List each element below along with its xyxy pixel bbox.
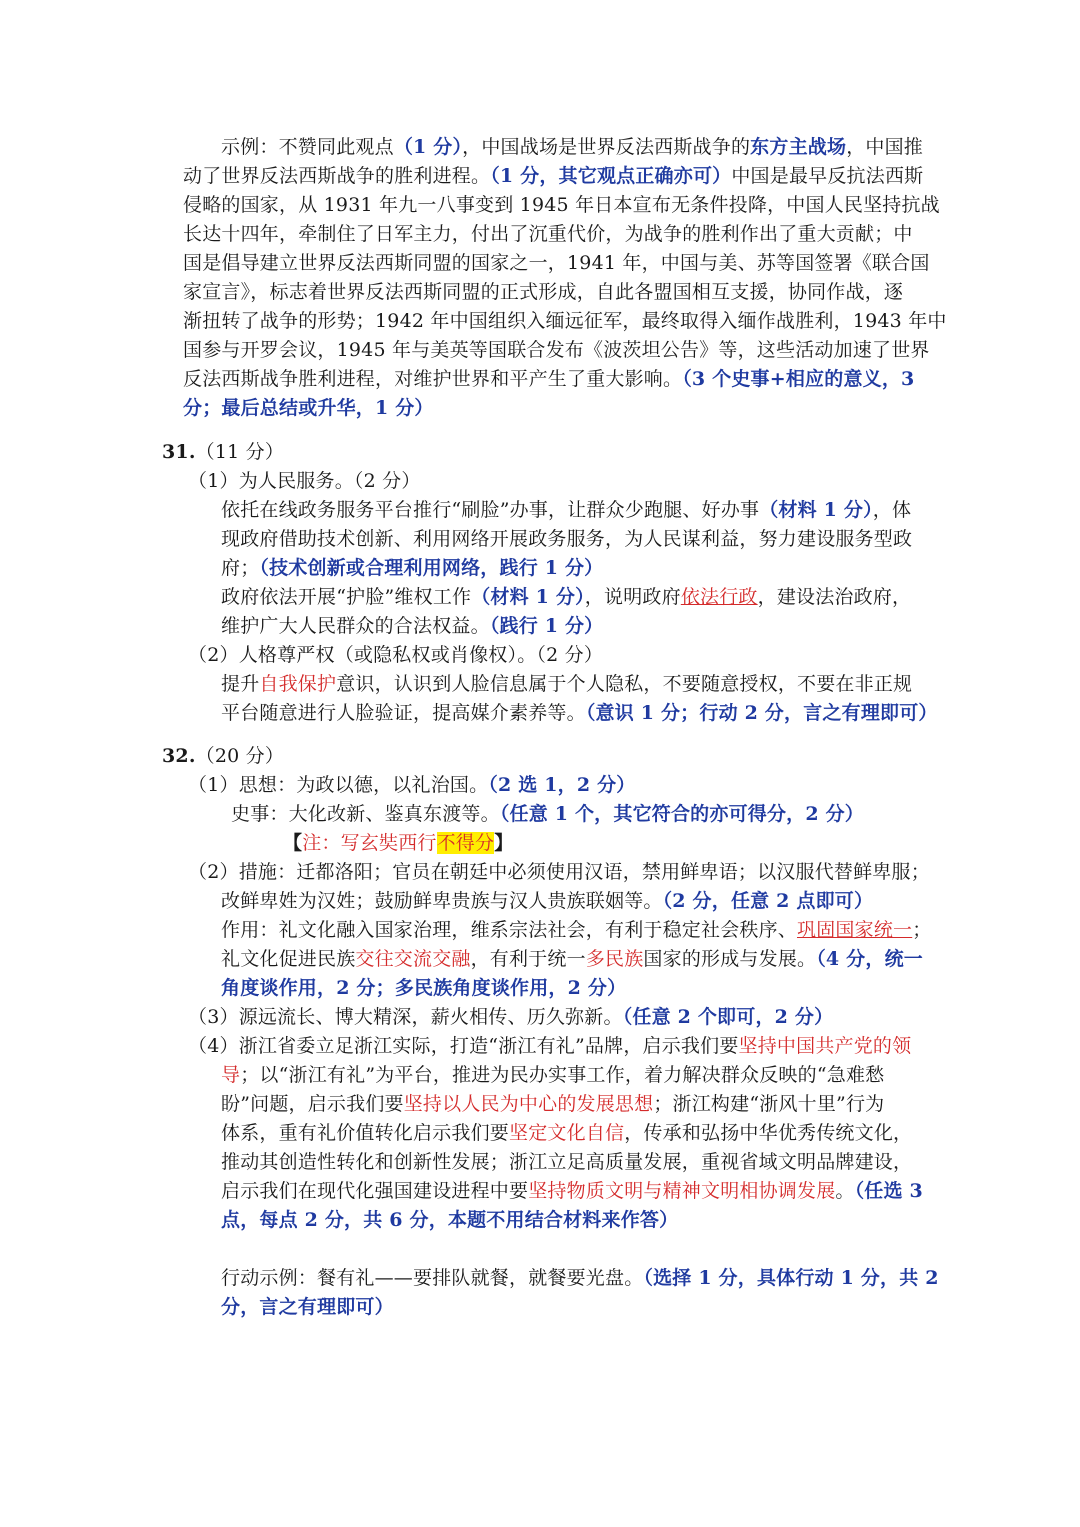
question-number: 31.（11 分） [162, 441, 285, 463]
keyword-highlight: 依法行政 [680, 586, 758, 608]
text-line: 政府依法开展“护脸”维权工作（材料 1 分），说明政府依法行政，建设法治政府， [221, 586, 912, 608]
keyword-highlight: 自我保护 [259, 673, 337, 695]
text-line: 改鲜卑姓为汉姓；鼓励鲜卑贵族与汉人贵族联姻等。（2 分，任意 2 点即可） [221, 890, 874, 912]
text-line: 导；以“浙江有礼”为平台，推进为民办实事工作，着力解决群众反映的“急难愁 [221, 1064, 885, 1086]
text-line: 国是倡导建立世界反法西斯同盟的国家之一，1941 年，中国与美、苏等国签署《联合国 [183, 252, 930, 274]
keyword-highlight: 巩固国家统一 [797, 919, 913, 941]
text-line: 示例：不赞同此观点（1 分），中国战场是世界反法西斯战争的东方主战场，中国推 [221, 136, 923, 158]
text-line: 分；最后总结或升华，1 分） [183, 397, 434, 419]
text-line: 渐扭转了战争的形势；1942 年中国组织入缅远征军，最终取得入缅作战胜利，1943 年中 [183, 310, 947, 332]
text-line: 体系，重有礼价值转化启示我们要坚定文化自信，传承和弘扬中华优秀传统文化， [221, 1122, 913, 1144]
grading-note: 【注：写玄奘西行不得分】 [283, 832, 514, 854]
sub-question-2: （2）人格尊严权（或隐私权或肖像权）。（2 分） [188, 644, 604, 666]
text-line: 现政府借助技术创新、利用网络开展政务服务，为人民谋利益，努力建设服务型政 [221, 528, 913, 550]
sub-question-2: （2）措施：迁都洛阳；官员在朝廷中必须使用汉语，禁用鲜卑语；以汉服代替鲜卑服； [188, 861, 930, 883]
keyword-highlight: 坚持以人民为中心的发展思想 [403, 1093, 654, 1115]
sub-question-3: （3）源远流长、博大精深，薪火相传、历久弥新。（任意 2 个即可，2 分） [188, 1006, 834, 1028]
text-line: 动了世界反法西斯战争的胜利进程。（1 分，其它观点正确亦可）中国是最早反抗法西斯 [183, 165, 924, 187]
text-line: 盼”问题，启示我们要坚持以人民为中心的发展思想；浙江构建“浙风十里”行为 [221, 1093, 885, 1115]
highlighted-text: 不得分 [436, 832, 495, 854]
text-line: 国参与开罗会议，1945 年与美英等国联合发布《波茨坦公告》等，这些活动加速了世界 [183, 339, 930, 361]
text-line: 长达十四年，牵制住了日军主力，付出了沉重代价，为战争的胜利作出了重大贡献；中 [183, 223, 913, 245]
sub-question-4: （4）浙江省委立足浙江实际，打造“浙江有礼”品牌，启示我们要坚持中国共产党的领 [188, 1035, 912, 1057]
text-line: 角度谈作用，2 分；多民族角度谈作用，2 分） [221, 977, 627, 999]
text-line: 礼文化促进民族交往交流交融，有利于统一多民族国家的形成与发展。（4 分，统一 [221, 948, 923, 970]
text-line: 分，言之有理即可） [221, 1296, 394, 1318]
keyword-highlight: 坚持中国共产党的领 [738, 1035, 912, 1057]
question-number: 32.（20 分） [162, 745, 285, 767]
text-line: 史事：大化改新、鉴真东渡等。（任意 1 个，其它符合的亦可得分，2 分） [231, 803, 864, 825]
text-line: 提升自我保护意识，认识到人脸信息属于个人隐私，不要随意授权，不要在非正规 [221, 673, 913, 695]
text-line: 点，每点 2 分，共 6 分，本题不用结合材料来作答） [221, 1209, 679, 1231]
keyword-highlight: 多民族 [585, 948, 644, 970]
text-line: 作用：礼文化融入国家治理，维系宗法社会，有利于稳定社会秩序、巩固国家统一； [221, 919, 932, 941]
keyword-highlight: 坚持物质文明与精神文明相协调发展 [528, 1180, 836, 1202]
text-line: 推动其创造性转化和创新性发展；浙江立足高质量发展，重视省域文明品牌建设， [221, 1151, 913, 1173]
text-line: 侵略的国家，从 1931 年九一八事变到 1945 年日本宣布无条件投降，中国人民坚持抗战 [183, 194, 940, 216]
text-line: 反法西斯战争胜利进程，对维护世界和平产生了重大影响。（3 个史事+相应的意义，3 [183, 368, 915, 390]
action-example: 行动示例：餐有礼——要排队就餐，就餐要光盘。（选择 1 分，具体行动 1 分，共 2 [221, 1267, 939, 1289]
keyword-highlight: 交往交流交融 [355, 948, 471, 970]
sub-question-1: （1）为人民服务。（2 分） [188, 470, 421, 492]
text-line: 家宣言》，标志着世界反法西斯同盟的正式形成，自此各盟国相互支援，协同作战，逐 [183, 281, 904, 303]
text-line: 平台随意进行人脸验证，提高媒介素养等。（意识 1 分；行动 2 分，言之有理即可） [221, 702, 938, 724]
text-line: 启示我们在现代化强国建设进程中要坚持物质文明与精神文明相协调发展。（任选 3 [221, 1180, 923, 1202]
text-line: 维护广大人民群众的合法权益。（践行 1 分） [221, 615, 604, 637]
sub-question-1: （1）思想：为政以德，以礼治国。（2 选 1，2 分） [188, 774, 636, 796]
text-line: 依托在线政务服务平台推行“刷脸”办事，让群众少跑腿、好办事（材料 1 分），体 [221, 499, 912, 521]
keyword-highlight: 坚定文化自信 [509, 1122, 625, 1144]
text-line: 府；（技术创新或合理利用网络，践行 1 分） [221, 557, 604, 579]
